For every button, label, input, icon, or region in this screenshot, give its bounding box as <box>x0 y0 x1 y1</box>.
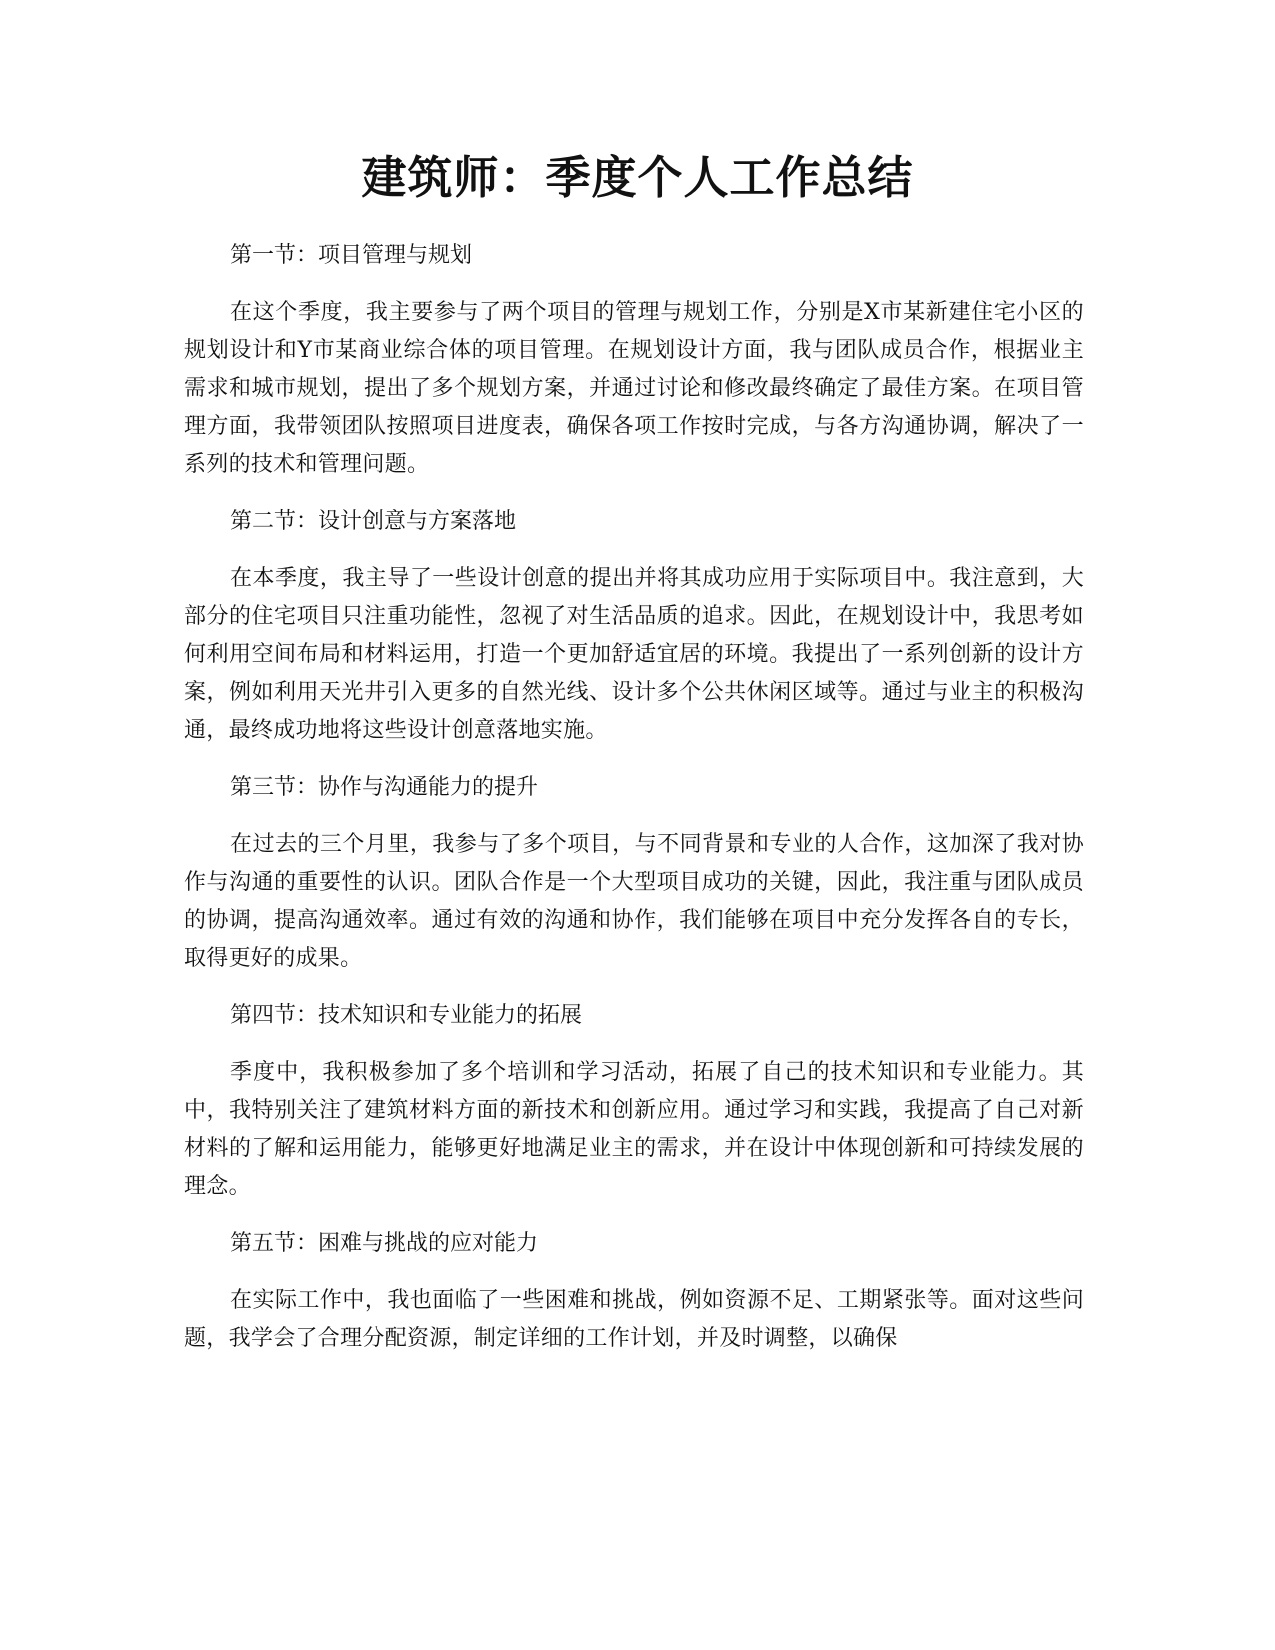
section-5-paragraph: 在实际工作中，我也面临了一些困难和挑战，例如资源不足、工期紧张等。面对这些问题，我学会了合理分配资源，制定详细的工作计划，并及时调整，以确保 <box>184 1288 1084 1351</box>
section-5-heading: 第五节：困难与挑战的应对能力 <box>230 1231 539 1256</box>
section-4-heading: 第四节：技术知识和专业能力的拓展 <box>230 1003 583 1028</box>
document-body <box>184 236 1084 1376</box>
section-2-heading: 第二节：设计创意与方案落地 <box>230 509 517 534</box>
section-3-heading: 第三节：协作与沟通能力的提升 <box>230 775 539 800</box>
section-1-paragraph: 在这个季度，我主要参与了两个项目的管理与规划工作，分别是X市某新建住宅小区的规划设计和Y市某商业综合体的项目管理。在规划设计方面，我与团队成员合作，根据业主需求和城市规划，提出了多个规划方案，并通过讨论和修改最终确定了最佳方案。在项目管理方面，我带领团队按照项目进度表，确保各项工作按时完成，与各方沟通协调，解决了一系列的技术和管理问题。 <box>184 300 1084 477</box>
section-2-paragraph: 在本季度，我主导了一些设计创意的提出并将其成功应用于实际项目中。我注意到，大部分的住宅项目只注重功能性，忽视了对生活品质的追求。因此，在规划设计中，我思考如何利用空间布局和材料运用，打造一个更加舒适宜居的环境。我提出了一系列创新的设计方案，例如利用天光井引入更多的自然光线、设计多个公共休闲区域等。通过与业主的积极沟通，最终成功地将这些设计创意落地实施。 <box>184 566 1084 743</box>
section-3-paragraph: 在过去的三个月里，我参与了多个项目，与不同背景和专业的人合作，这加深了我对协作与沟通的重要性的认识。团队合作是一个大型项目成功的关键，因此，我注重与团队成员的协调，提高沟通效率。通过有效的沟通和协作，我们能够在项目中充分发挥各自的专长，取得更好的成果。 <box>184 832 1084 971</box>
section-4-paragraph: 季度中，我积极参加了多个培训和学习活动，拓展了自己的技术知识和专业能力。其中，我特别关注了建筑材料方面的新技术和创新应用。通过学习和实践，我提高了自己对新材料的了解和运用能力，能够更好地满足业主的需求，并在设计中体现创新和可持续发展的理念。 <box>184 1060 1084 1199</box>
section-1-heading: 第一节：项目管理与规划 <box>230 243 473 268</box>
document-title: 建筑师：季度个人工作总结 <box>361 151 914 204</box>
